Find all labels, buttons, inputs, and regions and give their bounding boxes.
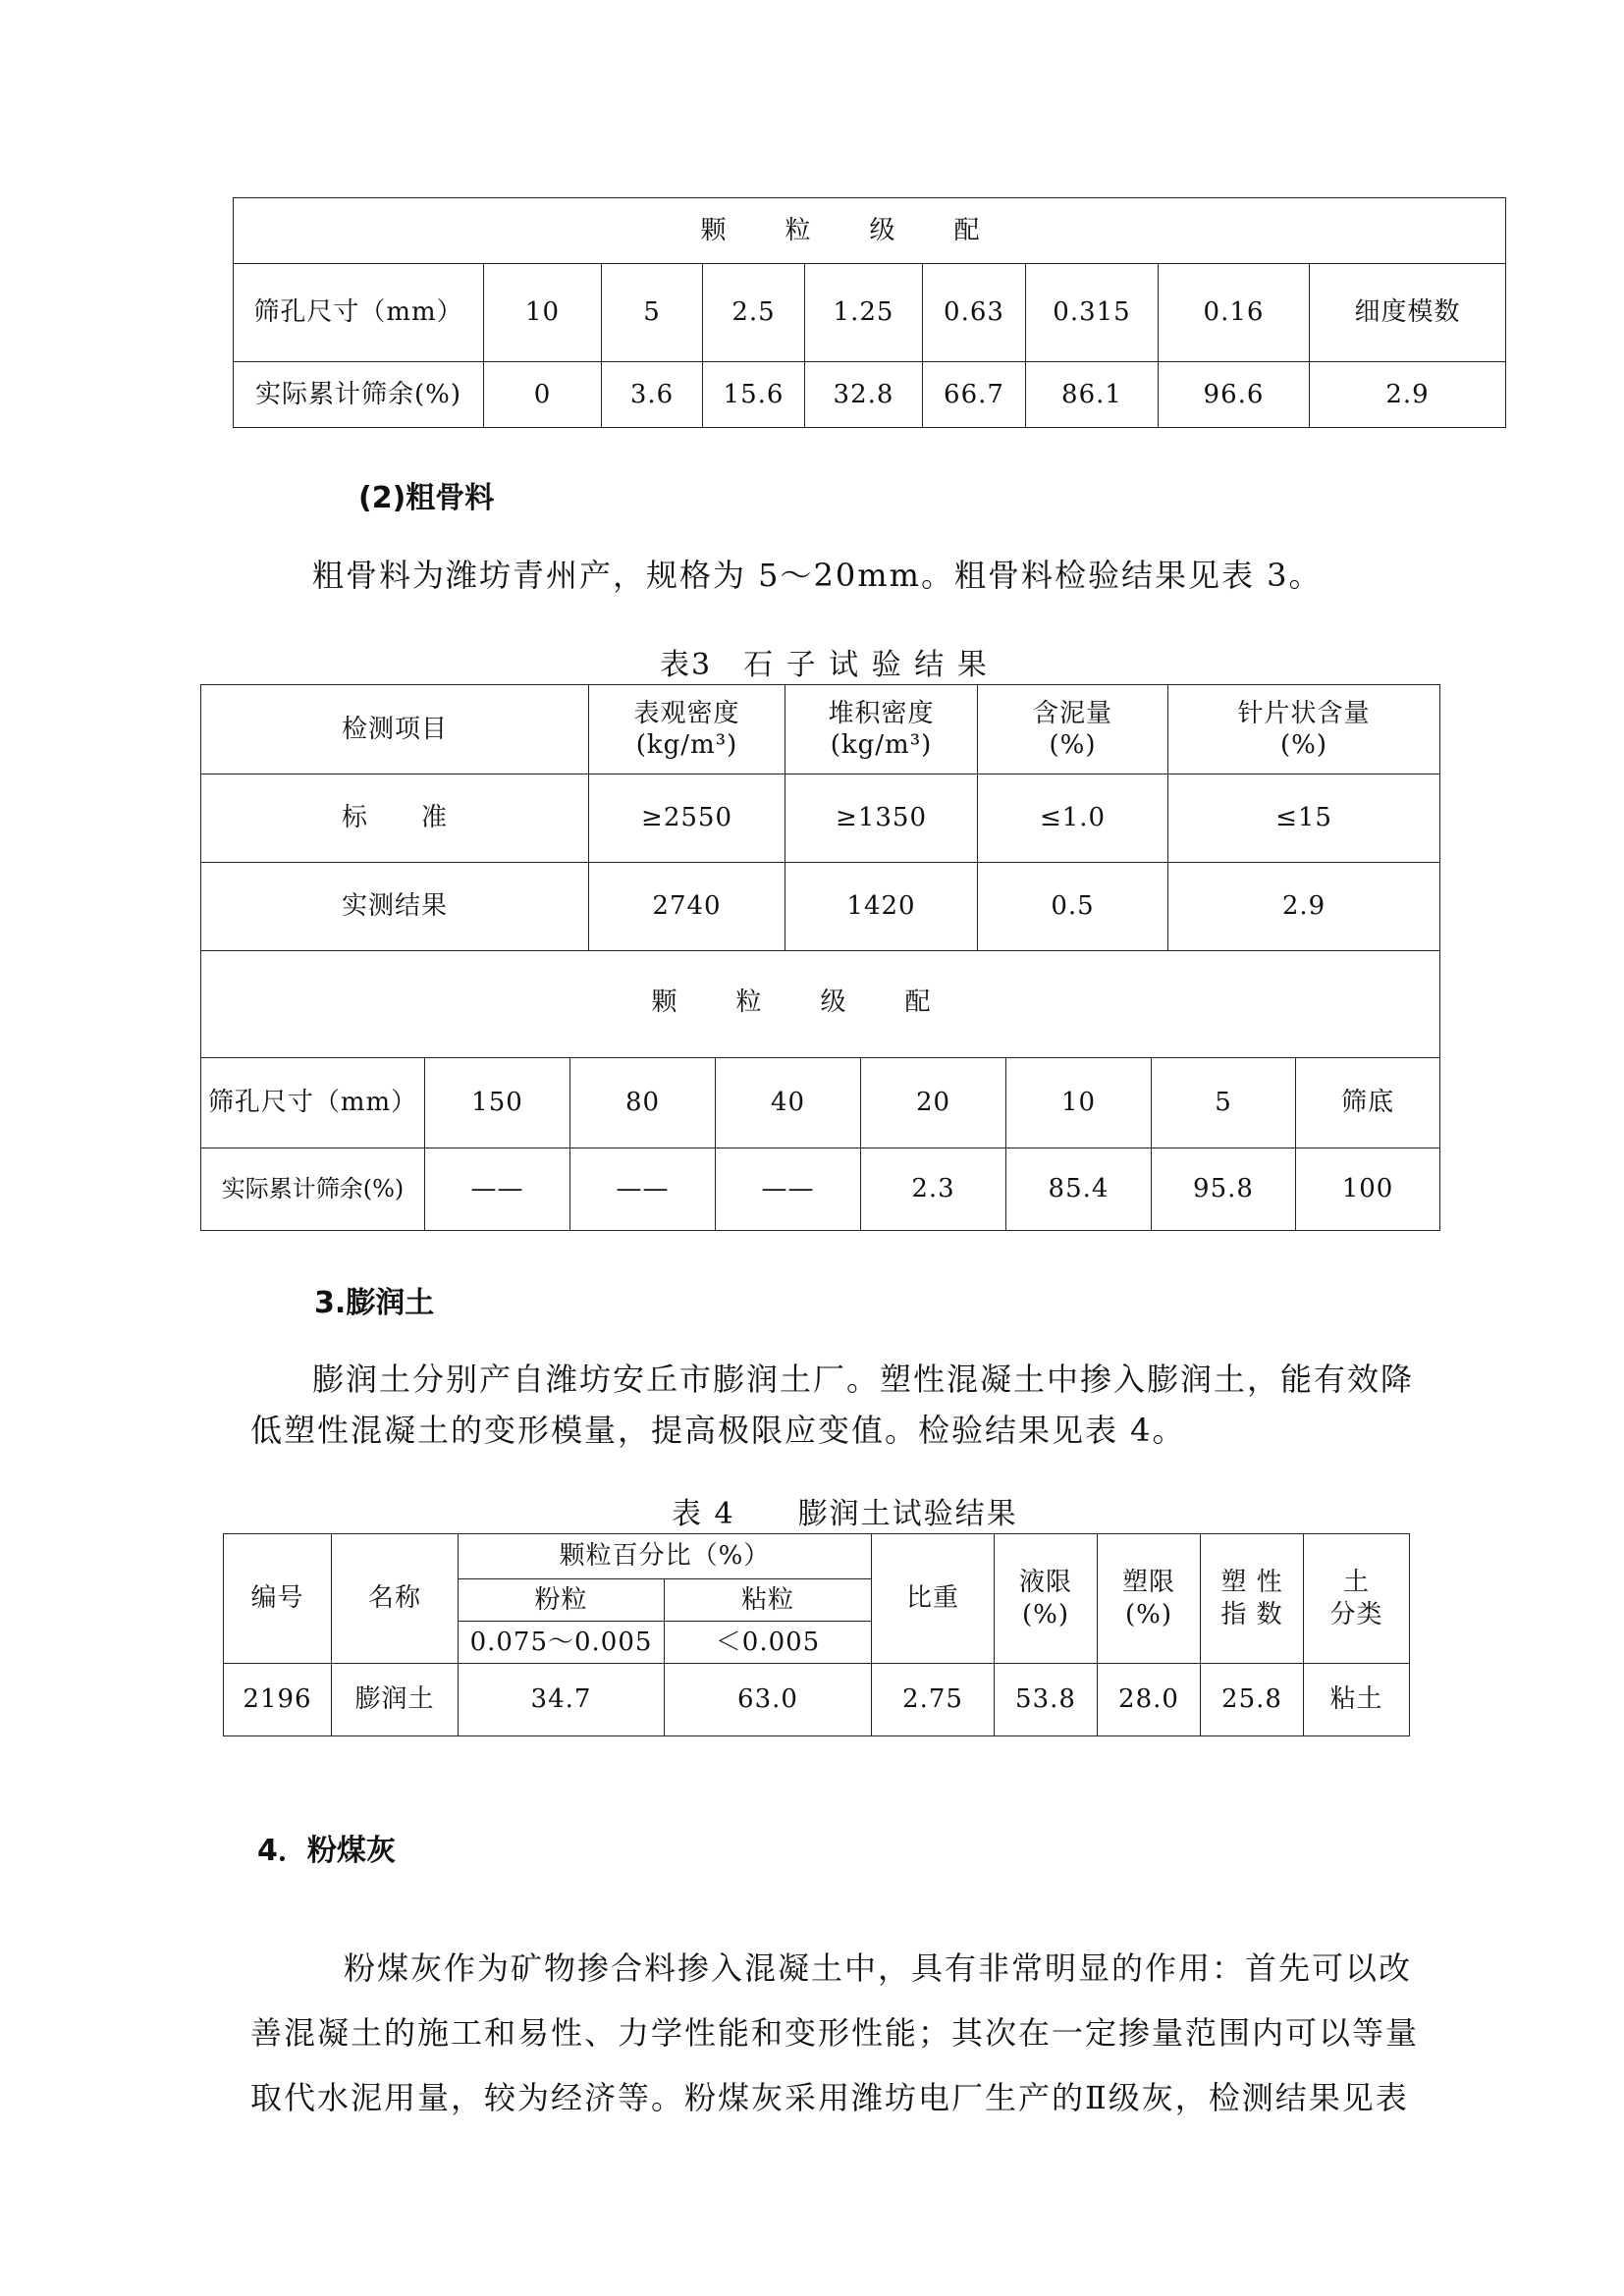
- table3-sieve-cell: 150: [425, 1057, 570, 1148]
- table3-residue-cell: 2.3: [861, 1148, 1006, 1230]
- bulk-density-label: 堆积密度: [828, 698, 935, 728]
- table3-sieve-cell: 筛底: [1296, 1057, 1440, 1148]
- table3-residue-label: 实际累计筛余(%): [201, 1148, 425, 1230]
- table3-residue-cell: 100: [1296, 1148, 1440, 1230]
- table3-standard-cell: ≤15: [1168, 774, 1440, 863]
- table4-header-particle-pct: 颗粒百分比（%）: [459, 1534, 872, 1579]
- table3-grading-title: 颗粒级配: [201, 948, 1440, 1057]
- table4-cell: 2.75: [872, 1664, 995, 1736]
- fine-sieve-cell: 5: [602, 264, 703, 362]
- soil-class-line2: 分类: [1329, 1599, 1383, 1629]
- bentonite-paragraph-line2: 低塑性混凝土的变形模量，提高极限应变值。检验结果见表 4。: [250, 1412, 1186, 1449]
- flyash-heading: 4．粉煤灰: [257, 1834, 396, 1868]
- plastic-limit-unit: (%): [1125, 1599, 1172, 1629]
- table4-header-soil-class: [1304, 1534, 1410, 1664]
- fine-sieve-cell: 细度模数: [1310, 264, 1506, 362]
- table3-measured-label: 实测结果: [201, 863, 589, 951]
- table3-residue-cell: 95.8: [1152, 1148, 1296, 1230]
- bentonite-heading: 3.膨润土: [314, 1286, 435, 1320]
- plasticity-index-line1: 塑 性: [1220, 1568, 1283, 1597]
- table4-caption: 表 4 膨润土试验结果: [672, 1497, 1018, 1531]
- fine-sieve-cell: 10: [484, 264, 602, 362]
- table4-cell: 2196: [224, 1664, 332, 1736]
- table3-standard-cell: ≥2550: [589, 774, 785, 863]
- table3-sieve-label: 筛孔尺寸（mm）: [201, 1057, 425, 1148]
- apparent-density-unit: (kg/m³): [635, 730, 738, 760]
- table4-cell: 25.8: [1201, 1664, 1304, 1736]
- table3-header-bulk-density: [785, 685, 978, 774]
- fine-sieve-cell: 0.16: [1159, 264, 1310, 362]
- table4-cell: 34.7: [459, 1664, 665, 1736]
- fine-residue-cell: 2.9: [1310, 362, 1506, 428]
- table3-header-item: 检测项目: [201, 685, 589, 774]
- table3-stone-test: [200, 684, 1440, 951]
- plastic-limit-label: 塑限: [1121, 1568, 1175, 1597]
- fine-residue-cell: 96.6: [1159, 362, 1310, 428]
- table3-sieve-cell: 5: [1152, 1057, 1296, 1148]
- table3-residue-cell: ——: [425, 1148, 570, 1230]
- table4-header-plastic-limit: [1098, 1534, 1201, 1664]
- fine-residue-cell: 0: [484, 362, 602, 428]
- table3-residue-cell: 85.4: [1006, 1148, 1152, 1230]
- table3-sieve-cell: 10: [1006, 1057, 1152, 1148]
- mud-content-unit: (%): [1049, 730, 1097, 760]
- flyash-paragraph-line2: 善混凝土的施工和易性、力学性能和变形性能；其次在一定掺量范围内可以等量: [250, 2014, 1420, 2052]
- coarse-aggregate-paragraph: 粗骨料为潍坊青州产，规格为 5～20mm。粗骨料检验结果见表 3。: [312, 557, 1323, 594]
- table4-cell: 粘土: [1304, 1664, 1410, 1736]
- table4-header-id: 编号: [224, 1534, 332, 1664]
- bentonite-paragraph-line1: 膨润土分别产自潍坊安丘市膨润土厂。塑性混凝土中掺入膨润土，能有效降: [312, 1361, 1415, 1398]
- flyash-paragraph-line1: 粉煤灰作为矿物掺合料掺入混凝土中，具有非常明显的作用：首先可以改: [344, 1949, 1413, 1987]
- apparent-density-label: 表观密度: [633, 698, 740, 728]
- fine-residue-cell: 15.6: [703, 362, 805, 428]
- table4-header-clay: 粘粒: [665, 1579, 872, 1622]
- table4-cell: 膨润土: [332, 1664, 459, 1736]
- liquid-limit-label: 液限: [1018, 1568, 1072, 1597]
- table3-measured-cell: 2.9: [1168, 863, 1440, 951]
- table4-cell: 53.8: [995, 1664, 1098, 1736]
- table3-standard-cell: ≥1350: [785, 774, 978, 863]
- table4-header-liquid-limit: [995, 1534, 1098, 1664]
- coarse-aggregate-heading: (2)粗骨料: [358, 481, 495, 515]
- fine-residue-label: 实际累计筛余(%): [234, 362, 484, 428]
- fine-sieve-cell: 1.25: [805, 264, 923, 362]
- bulk-density-unit: (kg/m³): [830, 730, 933, 760]
- mud-content-label: 含泥量: [1033, 698, 1113, 728]
- fine-sieve-cell: 2.5: [703, 264, 805, 362]
- table4-header-specific-gravity: 比重: [872, 1534, 995, 1664]
- table3-grading: [200, 948, 1440, 1231]
- table3-header-mud-content: [978, 685, 1168, 774]
- fine-residue-cell: 3.6: [602, 362, 703, 428]
- soil-class-line1: 土: [1342, 1568, 1370, 1597]
- table3-measured-cell: 0.5: [978, 863, 1168, 951]
- table3-standard-label: 标 准: [201, 774, 589, 863]
- fine-residue-cell: 32.8: [805, 362, 923, 428]
- table4-header-clay-range: ＜0.005: [665, 1622, 872, 1664]
- table4-header-plasticity-index: [1201, 1534, 1304, 1664]
- table3-caption: 表3 石 子 试 验 结 果: [660, 648, 989, 682]
- table3-header-flaky-content: [1168, 685, 1440, 774]
- fine-aggregate-grading-table: [233, 197, 1506, 428]
- flyash-paragraph-line3: 取代水泥用量，较为经济等。粉煤灰采用潍坊电厂生产的Ⅱ级灰，检测结果见表: [250, 2079, 1409, 2116]
- fine-sieve-cell: 0.63: [923, 264, 1026, 362]
- fine-residue-cell: 86.1: [1026, 362, 1159, 428]
- table3-sieve-cell: 80: [570, 1057, 716, 1148]
- table3-sieve-cell: 40: [716, 1057, 861, 1148]
- table4-bentonite-test: [223, 1533, 1410, 1736]
- fine-sieve-cell: 0.315: [1026, 264, 1159, 362]
- fine-grading-title: 颗粒级配: [234, 198, 1506, 264]
- table4-cell: 63.0: [665, 1664, 872, 1736]
- table3-sieve-cell: 20: [861, 1057, 1006, 1148]
- table3-header-apparent-density: [589, 685, 785, 774]
- table3-residue-cell: ——: [570, 1148, 716, 1230]
- liquid-limit-unit: (%): [1022, 1599, 1069, 1629]
- table4-header-name: 名称: [332, 1534, 459, 1664]
- flaky-content-unit: (%): [1280, 730, 1328, 760]
- table3-residue-cell: ——: [716, 1148, 861, 1230]
- plasticity-index-line2: 指 数: [1220, 1599, 1283, 1629]
- fine-residue-cell: 66.7: [923, 362, 1026, 428]
- flaky-content-label: 针片状含量: [1237, 698, 1371, 728]
- table3-measured-cell: 1420: [785, 863, 978, 951]
- table4-header-silt-range: 0.075～0.005: [459, 1622, 665, 1664]
- table4-cell: 28.0: [1098, 1664, 1201, 1736]
- table3-standard-cell: ≤1.0: [978, 774, 1168, 863]
- table4-header-silt: 粉粒: [459, 1579, 665, 1622]
- fine-sieve-label: 筛孔尺寸（mm）: [234, 264, 484, 362]
- table3-measured-cell: 2740: [589, 863, 785, 951]
